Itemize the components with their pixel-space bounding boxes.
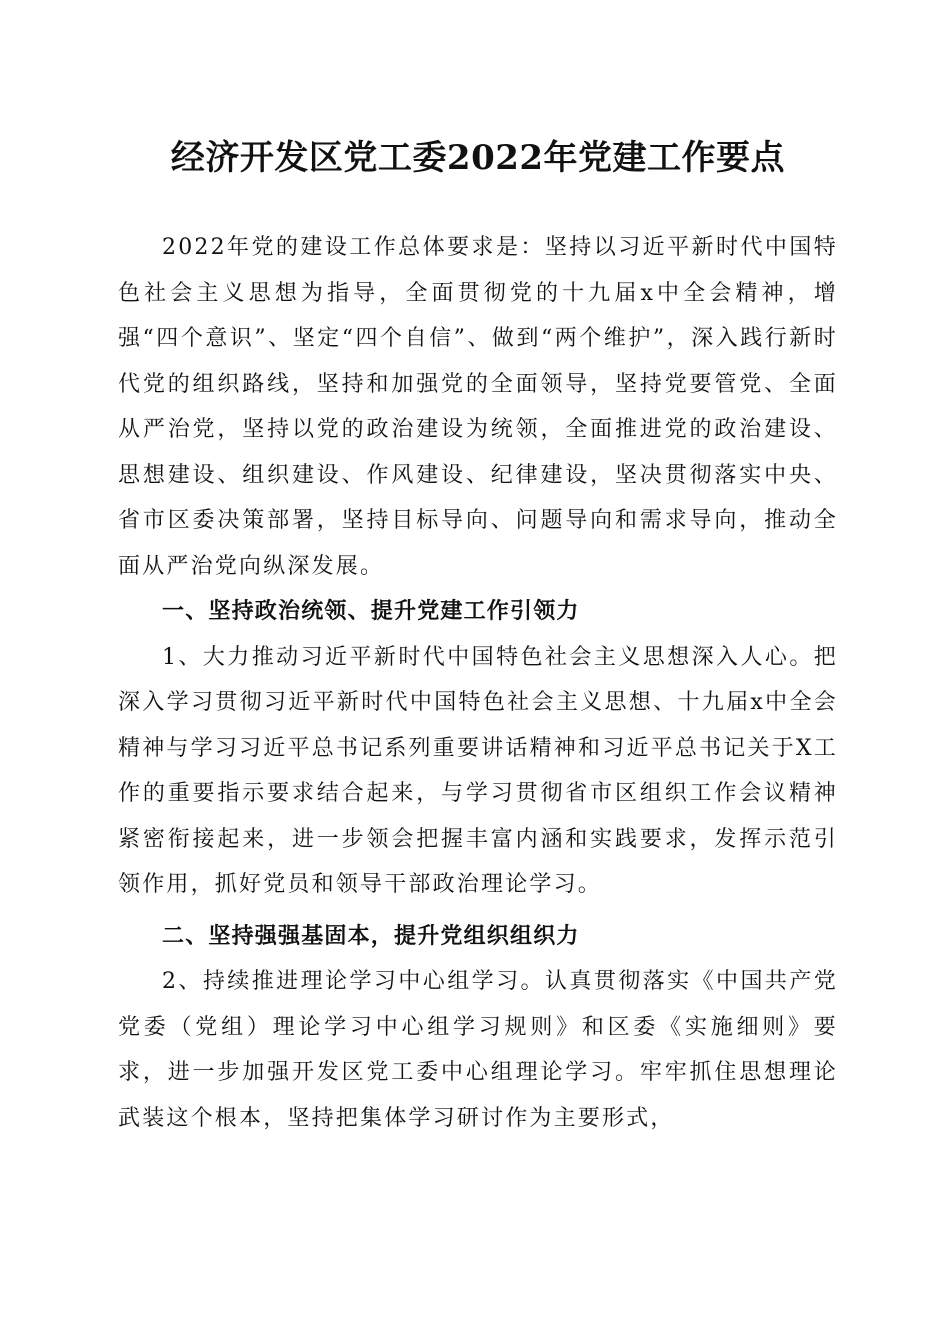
- section-paragraph-1: 1、大力推动习近平新时代中国特色社会主义思想深入人心。把深入学习贯彻习近平新时代中国特色社会主义思想、十九届x中全会精神与学习习近平总书记系列重要讲话精神和习近平总书记关于X工作的重要指示要求结合起来，与学习贯彻省市区组织工作会议精神紧密衔接起来，进一步领会把握丰富内涵和实践要求，发挥示范引领作用，抓好党员和领导干部政治理论学习。: [118, 644, 838, 897]
- section-heading-2: 二、坚持强强基固本，提升党组织组织力: [162, 923, 580, 949]
- section-paragraph-2: 2、持续推进理论学习中心组学习。认真贯彻落实《中国共产党党委（党组）理论学习中心组学习规则》和区委《实施细则》要求，进一步加强开发区党工委中心组理论学习。牢牢抓住思想理论武装这个根本，坚持把集体学习研讨作为主要形式，: [118, 969, 838, 1131]
- document-title: 经济开发区党工委2022年党建工作要点: [170, 138, 786, 178]
- intro-paragraph: 2022年党的建设工作总体要求是：坚持以习近平新时代中国特色社会主义思想为指导，全面贯彻党的十九届x中全会精神，增强“四个意识”、坚定“四个自信”、做到“两个维护”，深入践行新时代党的组织路线，坚持和加强党的全面领导，坚持党要管党、全面从严治党，坚持以党的政治建设为统领，全面推进党的政治建设、思想建设、组织建设、作风建设、纪律建设，坚决贯彻落实中央、省市区委决策部署，坚持目标导向、问题导向和需求导向，推动全面从严治党向纵深发展。: [118, 235, 838, 579]
- document-body: [118, 225, 838, 1141]
- section-heading-1: 一、坚持政治统领、提升党建工作引领力: [162, 599, 580, 624]
